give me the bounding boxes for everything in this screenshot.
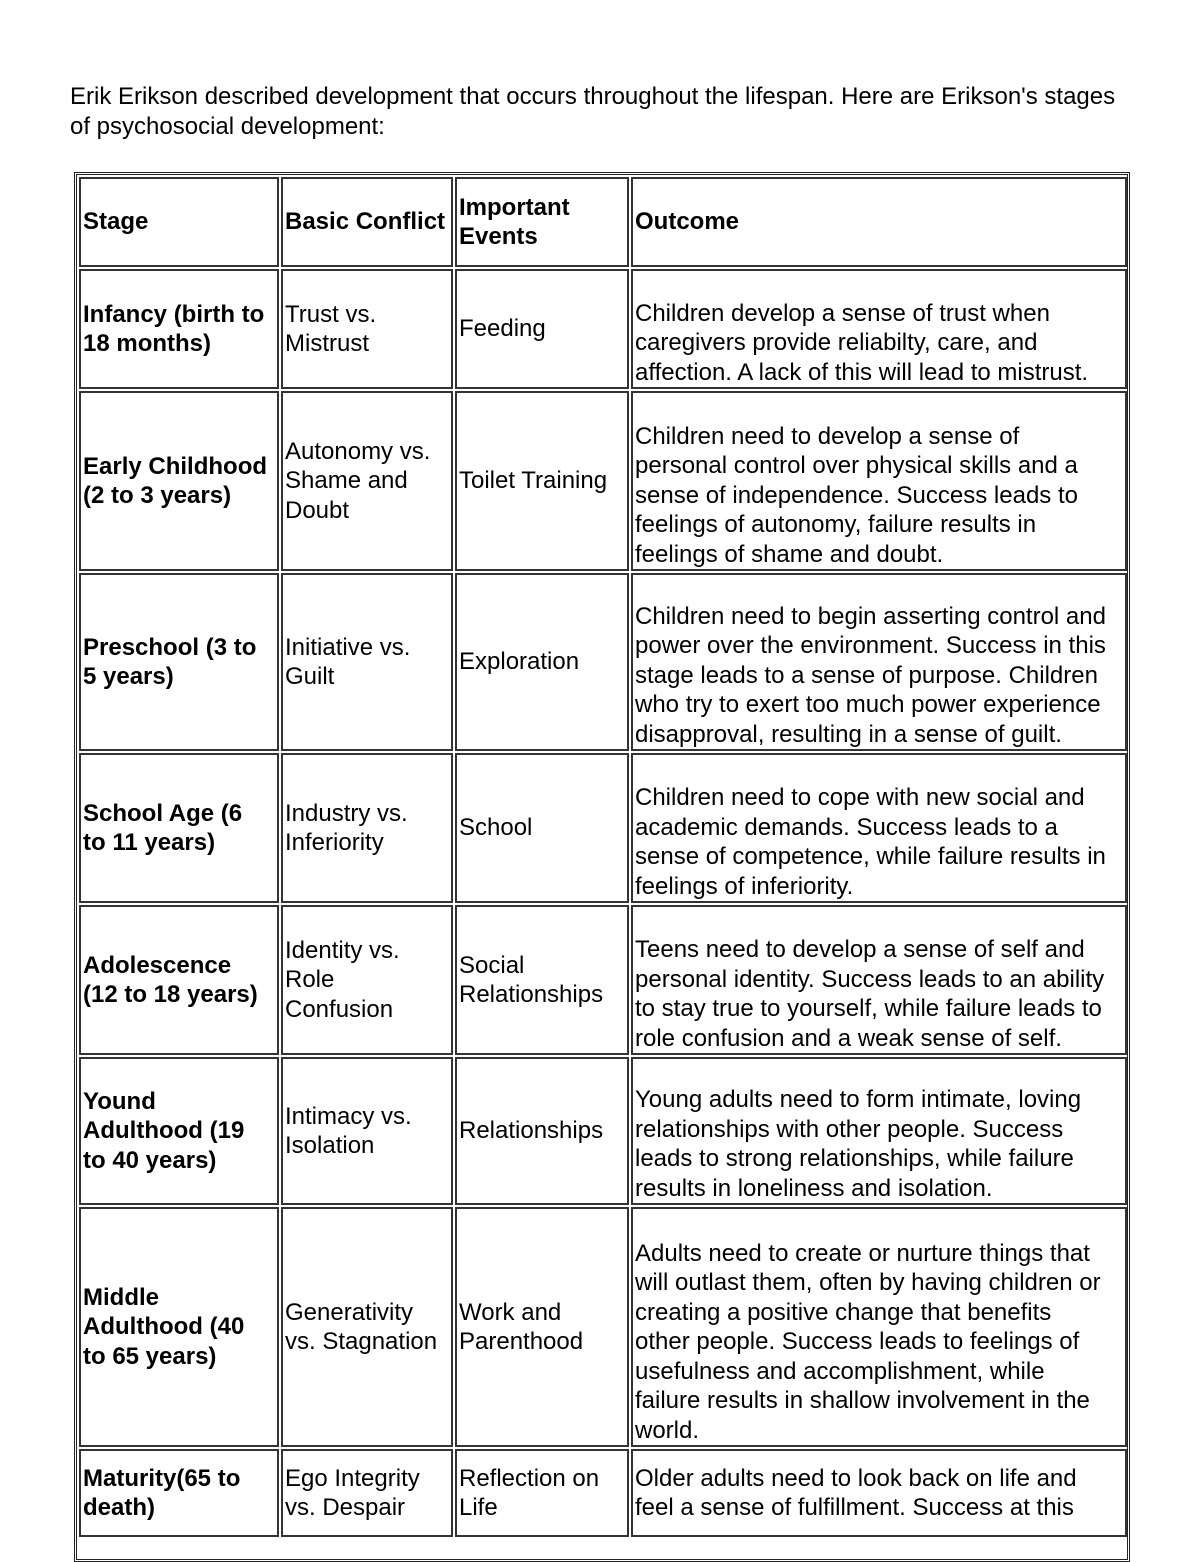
stage-cell: Adolescence (12 to 18 years) xyxy=(79,905,279,1055)
stage-cell: Middle Adulthood (40 to 65 years) xyxy=(79,1207,279,1447)
intro-paragraph: Erik Erikson described development that occurs throughout the lifespan. Here are Erikson's stages of psychosocial development: xyxy=(70,83,1116,140)
table-row xyxy=(77,267,1127,391)
stage-cell: Yound Adulthood (19 to 40 years) xyxy=(79,1057,279,1205)
events-cell: Work and Parenthood xyxy=(455,1207,629,1447)
conflict-cell: Trust vs. Mistrust xyxy=(281,269,453,389)
table-row xyxy=(77,1205,1127,1449)
events-cell: Relationships xyxy=(455,1057,629,1205)
conflict-cell: Ego Integrity vs. Despair xyxy=(281,1449,453,1537)
outcome-cell: Adults need to create or nurture things that will outlast them, often by having children or creating a positive change that benefits other people. Success leads to feelings of usefulness and accomplishment, while failure results in shallow involvement in the world. xyxy=(631,1207,1127,1447)
stage-cell: Infancy (birth to 18 months) xyxy=(79,269,279,389)
stage-cell: Preschool (3 to 5 years) xyxy=(79,573,279,751)
header-basic-conflict: Basic Conflict xyxy=(281,177,453,267)
header-stage: Stage xyxy=(79,177,279,267)
events-cell: Feeding xyxy=(455,269,629,389)
table-row xyxy=(77,389,1127,573)
table-header-row xyxy=(77,175,1127,269)
outcome-cell: Children develop a sense of trust when caregivers provide reliabilty, care, and affection. A lack of this will lead to mistrust. xyxy=(631,269,1127,389)
stage-cell: Maturity(65 to death) xyxy=(79,1449,279,1537)
header-important-events: Important Events xyxy=(455,177,629,267)
conflict-cell: Identity vs. Role Confusion xyxy=(281,905,453,1055)
outcome-cell: Children need to cope with new social and academic demands. Success leads to a sense of competence, while failure results in feelings of inferiority. xyxy=(631,753,1127,903)
events-cell: Reflection on Life xyxy=(455,1449,629,1537)
events-cell: Toilet Training xyxy=(455,391,629,571)
events-cell: Exploration xyxy=(455,573,629,751)
table-row xyxy=(77,751,1127,905)
conflict-cell: Industry vs. Inferiority xyxy=(281,753,453,903)
table-row xyxy=(77,571,1127,753)
outcome-cell: Young adults need to form intimate, loving relationships with other people. Success leads to strong relationships, while failure results in loneliness and isolation. xyxy=(631,1057,1127,1205)
outcome-cell: Older adults need to look back on life and feel a sense of fulfillment. Success at this xyxy=(631,1449,1127,1537)
conflict-cell: Generativity vs. Stagnation xyxy=(281,1207,453,1447)
header-outcome: Outcome xyxy=(631,177,1127,267)
conflict-cell: Intimacy vs. Isolation xyxy=(281,1057,453,1205)
events-cell: School xyxy=(455,753,629,903)
stages-table xyxy=(74,172,1130,1562)
events-cell: Social Relationships xyxy=(455,905,629,1055)
conflict-cell: Autonomy vs. Shame and Doubt xyxy=(281,391,453,571)
table-row xyxy=(77,1055,1127,1207)
outcome-cell: Children need to develop a sense of personal control over physical skills and a sense of independence. Success leads to feelings of autonomy, failure results in feelings of shame and doubt. xyxy=(631,391,1127,571)
stage-cell: School Age (6 to 11 years) xyxy=(79,753,279,903)
table-row xyxy=(77,903,1127,1057)
conflict-cell: Initiative vs. Guilt xyxy=(281,573,453,751)
table-row xyxy=(77,1447,1127,1539)
outcome-cell: Teens need to develop a sense of self and personal identity. Success leads to an ability to stay true to yourself, while failure leads to role confusion and a weak sense of self. xyxy=(631,905,1127,1055)
stage-cell: Early Childhood (2 to 3 years) xyxy=(79,391,279,571)
outcome-cell: Children need to begin asserting control and power over the environment. Success in this stage leads to a sense of purpose. Children who try to exert too much power experience disapproval, resulting in a sense of guilt. xyxy=(631,573,1127,751)
